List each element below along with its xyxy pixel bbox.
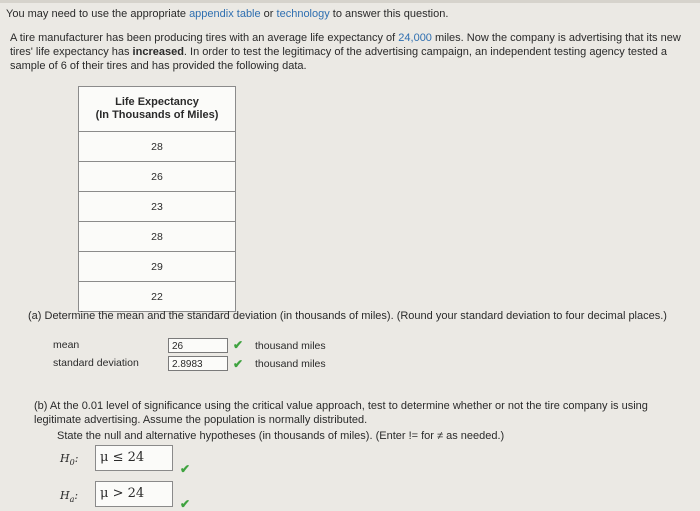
table-cell: 23 [79, 192, 236, 222]
null-hypothesis-input[interactable]: μ ≤ 24 [95, 445, 173, 471]
ha-correct-check-icon: ✔ [180, 497, 191, 511]
mean-input[interactable]: 26 [168, 338, 228, 353]
table-cell: 28 [79, 132, 236, 162]
instructions-text: You may need to use the appropriate [6, 8, 190, 20]
table-cell: 22 [79, 282, 236, 312]
table-cell: 28 [79, 222, 236, 252]
problem-text-2: miles. Now the company is advertising that its new tires' life expectancy has [10, 32, 681, 58]
sd-correct-check-icon: ✔ [233, 357, 244, 371]
h0-subscript: 0 [69, 458, 75, 468]
h0-label: $H_0$: [60, 452, 79, 468]
appendix-table-link[interactable]: appendix table [189, 8, 261, 20]
life-expectancy-table [78, 86, 236, 312]
problem-text-1: A tire manufacturer has been producing tires with an average life expectancy of [10, 32, 399, 44]
sd-unit: thousand miles [255, 358, 326, 370]
h0-letter: H [60, 452, 70, 465]
instructions-suffix: to answer this question. [329, 8, 449, 20]
part-b-question: (b) At the 0.01 level of significance using the critical value approach, test to determine whether or not the tire company is using legitimate advertising. Assume the population is normally distributed. [34, 400, 648, 426]
problem-emphasis: increased [132, 46, 184, 58]
top-divider [0, 0, 700, 3]
ha-letter: H [60, 489, 70, 502]
instructions-or: or [260, 8, 277, 20]
hypotheses-instruction: State the null and alternative hypotheses (in thousands of miles). (Enter != for ≠ as needed.) [57, 430, 505, 442]
mean-correct-check-icon: ✔ [233, 338, 244, 352]
part-a-question: (a) Determine the mean and the standard deviation (in thousands of miles). (Round your standard deviation to four decimal places.) [28, 310, 667, 322]
problem-statement [10, 31, 690, 73]
technology-link[interactable]: technology [276, 8, 330, 20]
sd-label: standard deviation [53, 357, 139, 369]
mean-unit: thousand miles [255, 340, 326, 352]
ha-label: $H_a$: [60, 489, 79, 505]
table-header-line1: Life Expectancy [115, 96, 199, 108]
alternative-hypothesis-input[interactable]: μ > 24 [95, 481, 173, 507]
mean-label: mean [53, 339, 80, 351]
sd-input[interactable]: 2.8983 [168, 356, 228, 371]
table-header-line2: (In Thousands of Miles) [95, 109, 219, 121]
h0-correct-check-icon: ✔ [180, 462, 191, 476]
problem-text-3: . In order to test the legitimacy of the advertising campaign, an independent testing agency tested a sample of 6 of their tires and has provided the following data. [10, 46, 667, 72]
ha-subscript: a [69, 495, 75, 505]
table-header [79, 87, 236, 132]
problem-value: 24,000 [398, 32, 432, 44]
instructions [6, 8, 448, 20]
table-cell: 26 [79, 162, 236, 192]
table-cell: 29 [79, 252, 236, 282]
